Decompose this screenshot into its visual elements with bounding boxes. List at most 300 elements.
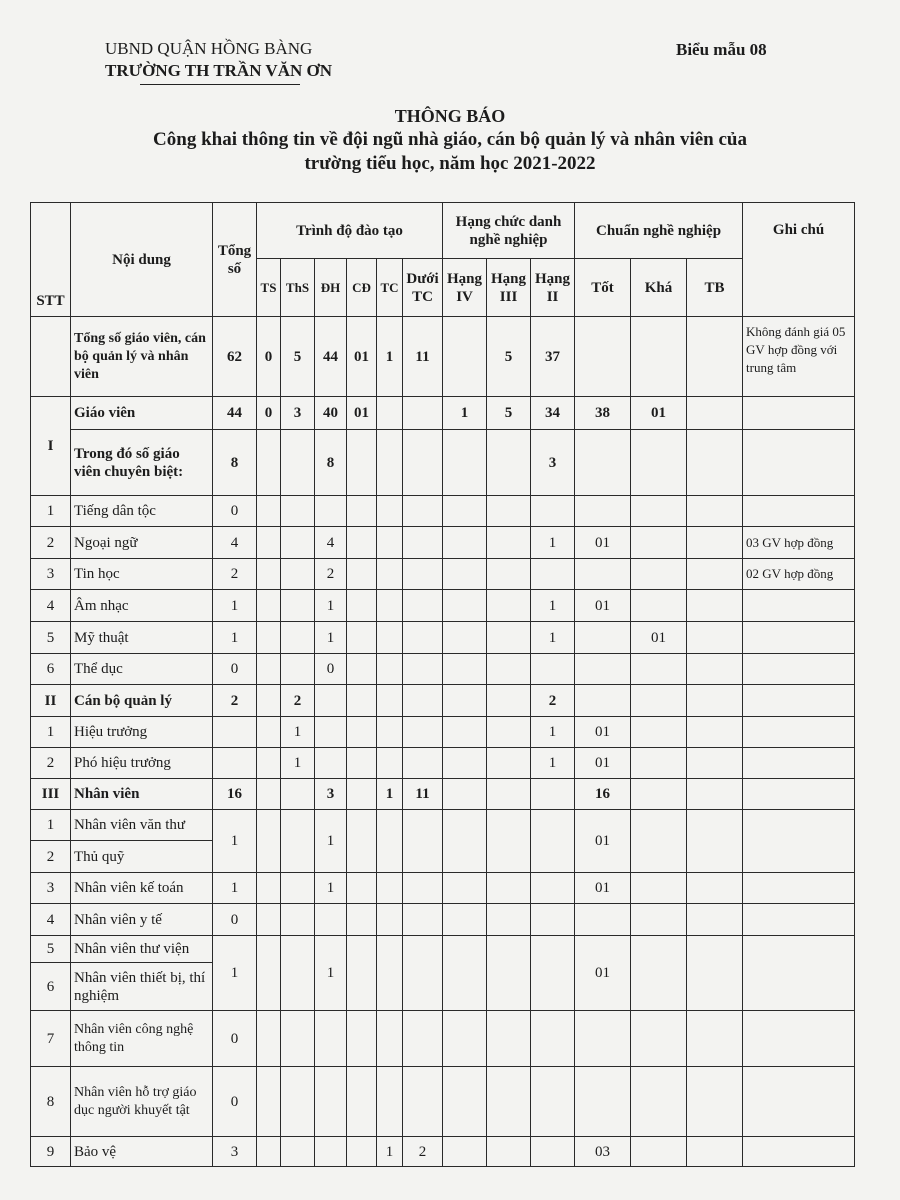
cell-tot — [575, 654, 631, 685]
header-tc: TC — [377, 259, 403, 317]
cell-cd — [347, 1067, 377, 1137]
cell-h3 — [487, 748, 531, 779]
cell-duoi — [403, 397, 443, 430]
header-ts: TS — [257, 259, 281, 317]
cell-tot: 01 — [575, 810, 631, 873]
title-line-1: THÔNG BÁO — [394, 106, 506, 126]
cell-h3 — [487, 496, 531, 527]
cell-note — [743, 590, 855, 622]
cell-cd — [347, 904, 377, 936]
cell-duoi — [403, 748, 443, 779]
cell-dh: 8 — [315, 430, 347, 496]
cell-kha — [631, 936, 687, 1011]
cell-h3 — [487, 590, 531, 622]
table-row — [31, 810, 855, 841]
cell-ts — [257, 654, 281, 685]
cell-h3 — [487, 430, 531, 496]
cell-h2: 1 — [531, 748, 575, 779]
cell-cd — [347, 527, 377, 559]
cell-tot — [575, 904, 631, 936]
cell-duoi — [403, 496, 443, 527]
cell-h2: 1 — [531, 622, 575, 654]
cell-stt: 5 — [31, 936, 71, 963]
cell-tong: 2 — [213, 685, 257, 717]
cell-tb — [687, 810, 743, 873]
document-title — [0, 104, 900, 176]
cell-name: Phó hiệu trưởng — [71, 748, 213, 779]
cell-h2 — [531, 559, 575, 590]
cell-h4 — [443, 936, 487, 1011]
cell-h4 — [443, 904, 487, 936]
cell-h2 — [531, 1011, 575, 1067]
cell-duoi — [403, 622, 443, 654]
header-chuan: Chuẩn nghề nghiệp — [575, 203, 743, 259]
cell-tc — [377, 904, 403, 936]
cell-name: Âm nhạc — [71, 590, 213, 622]
cell-h3 — [487, 1011, 531, 1067]
cell-tb — [687, 748, 743, 779]
cell-kha — [631, 496, 687, 527]
cell-ts — [257, 1137, 281, 1167]
cell-name: Nhân viên y tế — [71, 904, 213, 936]
cell-name: Nhân viên thiết bị, thí nghiệm — [71, 963, 213, 1011]
cell-cd — [347, 496, 377, 527]
cell-tong: 1 — [213, 936, 257, 1011]
cell-note: Không đánh giá 05 GV hợp đồng với trung tâm — [743, 317, 855, 397]
cell-h3 — [487, 779, 531, 810]
cell-cd — [347, 622, 377, 654]
cell-tc: 1 — [377, 317, 403, 397]
cell-stt: 2 — [31, 527, 71, 559]
cell-kha — [631, 810, 687, 873]
header-tot: Tốt — [575, 259, 631, 317]
cell-kha — [631, 748, 687, 779]
cell-dh — [315, 717, 347, 748]
cell-stt: 4 — [31, 904, 71, 936]
table-row — [31, 904, 855, 936]
cell-ths — [281, 936, 315, 1011]
cell-note — [743, 936, 855, 1011]
title-line-3: trường tiểu học, năm học 2021-2022 — [304, 153, 596, 174]
cell-tc — [377, 496, 403, 527]
cell-stt: 2 — [31, 748, 71, 779]
cell-tc — [377, 1011, 403, 1067]
cell-note — [743, 397, 855, 430]
cell-cd — [347, 717, 377, 748]
header-left — [105, 38, 332, 82]
header-ths: ThS — [281, 259, 315, 317]
cell-ts — [257, 685, 281, 717]
cell-kha — [631, 1137, 687, 1167]
cell-tong: 2 — [213, 559, 257, 590]
cell-tc — [377, 654, 403, 685]
cell-tot — [575, 430, 631, 496]
cell-tb — [687, 622, 743, 654]
cell-h3 — [487, 1137, 531, 1167]
cell-tong: 1 — [213, 590, 257, 622]
cell-tong: 1 — [213, 622, 257, 654]
cell-ths — [281, 496, 315, 527]
cell-name: Bảo vệ — [71, 1137, 213, 1167]
cell-h2 — [531, 1067, 575, 1137]
table-row — [31, 873, 855, 904]
cell-tc: 1 — [377, 1137, 403, 1167]
cell-dh — [315, 904, 347, 936]
cell-ts — [257, 748, 281, 779]
cell-ts — [257, 779, 281, 810]
cell-dh: 1 — [315, 873, 347, 904]
cell-dh — [315, 685, 347, 717]
cell-name: Thể dục — [71, 654, 213, 685]
cell-h2: 3 — [531, 430, 575, 496]
cell-tb — [687, 904, 743, 936]
title-line-2: Công khai thông tin về đội ngũ nhà giáo, cán bộ quản lý và nhân viên của — [153, 129, 747, 150]
cell-h4 — [443, 559, 487, 590]
cell-cd: 01 — [347, 397, 377, 430]
cell-tc — [377, 430, 403, 496]
cell-stt: 9 — [31, 1137, 71, 1167]
cell-h3 — [487, 559, 531, 590]
table-row — [31, 654, 855, 685]
cell-dh: 1 — [315, 810, 347, 873]
cell-duoi — [403, 590, 443, 622]
cell-cd — [347, 654, 377, 685]
cell-dh: 1 — [315, 936, 347, 1011]
cell-ths — [281, 590, 315, 622]
cell-ths: 1 — [281, 748, 315, 779]
cell-kha — [631, 654, 687, 685]
cell-tong: 1 — [213, 810, 257, 873]
cell-h2 — [531, 810, 575, 873]
header-tong-so: Tổng số — [213, 203, 257, 317]
cell-tot — [575, 1011, 631, 1067]
cell-ts — [257, 496, 281, 527]
cell-ts: 0 — [257, 397, 281, 430]
cell-ts: 0 — [257, 317, 281, 397]
table-row — [31, 590, 855, 622]
cell-h4 — [443, 1137, 487, 1167]
cell-h3 — [487, 527, 531, 559]
cell-h2 — [531, 654, 575, 685]
cell-tb — [687, 779, 743, 810]
cell-duoi — [403, 559, 443, 590]
cell-cd — [347, 936, 377, 1011]
cell-ths — [281, 779, 315, 810]
cell-kha — [631, 317, 687, 397]
cell-tb — [687, 430, 743, 496]
cell-ths — [281, 527, 315, 559]
cell-tong — [213, 748, 257, 779]
school-name: TRƯỜNG TH TRẦN VĂN ƠN — [105, 61, 333, 80]
cell-dh: 1 — [315, 622, 347, 654]
cell-cd — [347, 430, 377, 496]
cell-stt: 7 — [31, 1011, 71, 1067]
cell-stt: II — [31, 685, 71, 717]
cell-duoi — [403, 685, 443, 717]
cell-h4 — [443, 590, 487, 622]
cell-ths — [281, 654, 315, 685]
cell-name: Thủ quỹ — [71, 841, 213, 873]
cell-name: Ngoại ngữ — [71, 527, 213, 559]
cell-tot — [575, 496, 631, 527]
cell-name: Nhân viên công nghệ thông tin — [71, 1011, 213, 1067]
cell-tc — [377, 873, 403, 904]
cell-stt: 6 — [31, 654, 71, 685]
cell-name: Tin học — [71, 559, 213, 590]
cell-ts — [257, 1011, 281, 1067]
cell-ts — [257, 430, 281, 496]
cell-tot: 03 — [575, 1137, 631, 1167]
cell-name: Hiệu trưởng — [71, 717, 213, 748]
header-tb: TB — [687, 259, 743, 317]
cell-cd — [347, 810, 377, 873]
cell-cd — [347, 779, 377, 810]
table-row — [31, 717, 855, 748]
cell-ths — [281, 559, 315, 590]
cell-h4 — [443, 810, 487, 873]
header-row-1 — [31, 203, 855, 259]
cell-tong: 1 — [213, 873, 257, 904]
cell-stt: 2 — [31, 841, 71, 873]
cell-dh: 3 — [315, 779, 347, 810]
cell-duoi — [403, 1011, 443, 1067]
header-trinh-do: Trình độ đào tạo — [257, 203, 443, 259]
cell-tot — [575, 559, 631, 590]
cell-tc — [377, 622, 403, 654]
cell-tb — [687, 717, 743, 748]
cell-duoi — [403, 430, 443, 496]
cell-note — [743, 622, 855, 654]
cell-note: 03 GV hợp đồng — [743, 527, 855, 559]
cell-ts — [257, 1067, 281, 1137]
cell-stt: 5 — [31, 622, 71, 654]
header-hang: Hạng chức danh nghề nghiệp — [443, 203, 575, 259]
cell-ts — [257, 559, 281, 590]
cell-h2 — [531, 496, 575, 527]
table-row — [31, 397, 855, 430]
cell-tot: 01 — [575, 527, 631, 559]
cell-name: Nhân viên — [71, 779, 213, 810]
header-underline — [140, 84, 300, 85]
cell-stt: 4 — [31, 590, 71, 622]
cell-h3 — [487, 810, 531, 873]
table-row — [31, 1137, 855, 1167]
cell-ths: 3 — [281, 397, 315, 430]
cell-tb — [687, 685, 743, 717]
cell-ths — [281, 810, 315, 873]
cell-tb — [687, 559, 743, 590]
cell-duoi: 2 — [403, 1137, 443, 1167]
cell-note — [743, 496, 855, 527]
cell-tot: 01 — [575, 717, 631, 748]
header-dh: ĐH — [315, 259, 347, 317]
header-hang-ii: Hạng II — [531, 259, 575, 317]
cell-note — [743, 779, 855, 810]
cell-note — [743, 717, 855, 748]
cell-kha — [631, 430, 687, 496]
cell-h4 — [443, 1011, 487, 1067]
table-row — [31, 1011, 855, 1067]
cell-cd — [347, 748, 377, 779]
cell-h2: 1 — [531, 527, 575, 559]
cell-note — [743, 748, 855, 779]
cell-h3 — [487, 685, 531, 717]
cell-ths — [281, 1011, 315, 1067]
cell-duoi — [403, 936, 443, 1011]
cell-name: Nhân viên văn thư — [71, 810, 213, 841]
cell-tb — [687, 873, 743, 904]
cell-tb — [687, 654, 743, 685]
cell-cd — [347, 590, 377, 622]
cell-stt: 6 — [31, 963, 71, 1011]
cell-h4 — [443, 717, 487, 748]
header-stt: STT — [31, 203, 71, 317]
cell-h4 — [443, 779, 487, 810]
cell-ths — [281, 904, 315, 936]
cell-duoi — [403, 717, 443, 748]
form-number: Biểu mẫu 08 — [676, 40, 767, 59]
cell-tong: 0 — [213, 654, 257, 685]
cell-ts — [257, 527, 281, 559]
cell-tb — [687, 1011, 743, 1067]
table-row — [31, 936, 855, 963]
cell-tc — [377, 527, 403, 559]
cell-ts — [257, 873, 281, 904]
cell-h2 — [531, 873, 575, 904]
cell-kha — [631, 1011, 687, 1067]
cell-name: Giáo viên — [71, 397, 213, 430]
cell-tc — [377, 717, 403, 748]
cell-h4: 1 — [443, 397, 487, 430]
cell-h2: 1 — [531, 717, 575, 748]
cell-h4 — [443, 317, 487, 397]
table-row — [31, 779, 855, 810]
cell-tc — [377, 810, 403, 873]
cell-duoi — [403, 873, 443, 904]
cell-h4 — [443, 430, 487, 496]
cell-tc — [377, 1067, 403, 1137]
cell-h3 — [487, 936, 531, 1011]
header-kha: Khá — [631, 259, 687, 317]
cell-tb — [687, 527, 743, 559]
cell-tb — [687, 936, 743, 1011]
cell-stt: 1 — [31, 717, 71, 748]
cell-tong: 0 — [213, 1011, 257, 1067]
cell-cd: 01 — [347, 317, 377, 397]
cell-cd — [347, 559, 377, 590]
cell-tb — [687, 397, 743, 430]
cell-stt: III — [31, 779, 71, 810]
table-row — [31, 622, 855, 654]
cell-stt: 3 — [31, 559, 71, 590]
cell-note — [743, 810, 855, 873]
cell-h2 — [531, 779, 575, 810]
cell-h4 — [443, 1067, 487, 1137]
cell-kha — [631, 717, 687, 748]
cell-dh — [315, 496, 347, 527]
cell-dh: 40 — [315, 397, 347, 430]
cell-duoi — [403, 810, 443, 873]
cell-duoi — [403, 1067, 443, 1137]
cell-ts — [257, 904, 281, 936]
cell-h3 — [487, 654, 531, 685]
table-row — [31, 748, 855, 779]
cell-tot: 01 — [575, 873, 631, 904]
cell-h4 — [443, 496, 487, 527]
header-duoi-tc: Dưới TC — [403, 259, 443, 317]
cell-ts — [257, 590, 281, 622]
cell-kha — [631, 559, 687, 590]
cell-tong: 16 — [213, 779, 257, 810]
cell-h2: 37 — [531, 317, 575, 397]
cell-h2 — [531, 1137, 575, 1167]
org-name: UBND QUẬN HỒNG BÀNG — [105, 39, 313, 58]
cell-kha — [631, 904, 687, 936]
cell-stt: 3 — [31, 873, 71, 904]
cell-ts — [257, 810, 281, 873]
cell-tong: 0 — [213, 904, 257, 936]
cell-name: Nhân viên kế toán — [71, 873, 213, 904]
cell-note — [743, 1011, 855, 1067]
cell-ths — [281, 622, 315, 654]
cell-note — [743, 1067, 855, 1137]
cell-note: 02 GV hợp đồng — [743, 559, 855, 590]
cell-name: Trong đó số giáo viên chuyên biệt: — [71, 430, 213, 496]
cell-tc — [377, 590, 403, 622]
cell-duoi — [403, 527, 443, 559]
cell-h3 — [487, 904, 531, 936]
cell-ths — [281, 430, 315, 496]
cell-tb — [687, 496, 743, 527]
cell-h4 — [443, 622, 487, 654]
cell-tc — [377, 748, 403, 779]
cell-tb — [687, 1137, 743, 1167]
cell-ts — [257, 936, 281, 1011]
cell-h3 — [487, 1067, 531, 1137]
table-row — [31, 559, 855, 590]
cell-stt: I — [31, 397, 71, 496]
cell-dh: 0 — [315, 654, 347, 685]
table-row — [31, 527, 855, 559]
cell-h2 — [531, 936, 575, 1011]
staff-table — [30, 202, 855, 1167]
header-hang-iv: Hạng IV — [443, 259, 487, 317]
cell-h2: 2 — [531, 685, 575, 717]
cell-kha: 01 — [631, 622, 687, 654]
cell-stt: 1 — [31, 496, 71, 527]
cell-name: Cán bộ quản lý — [71, 685, 213, 717]
table-row — [31, 685, 855, 717]
cell-duoi: 11 — [403, 779, 443, 810]
cell-name: Tổng số giáo viên, cán bộ quản lý và nhân viên — [71, 317, 213, 397]
header-noi-dung: Nội dung — [71, 203, 213, 317]
cell-dh — [315, 748, 347, 779]
cell-h3: 5 — [487, 317, 531, 397]
cell-tc — [377, 559, 403, 590]
cell-tb — [687, 590, 743, 622]
cell-kha — [631, 685, 687, 717]
cell-note — [743, 1137, 855, 1167]
cell-cd — [347, 1137, 377, 1167]
cell-ths — [281, 1067, 315, 1137]
cell-duoi: 11 — [403, 317, 443, 397]
cell-stt — [31, 317, 71, 397]
cell-name: Nhân viên thư viện — [71, 936, 213, 963]
cell-tc — [377, 685, 403, 717]
cell-tong: 0 — [213, 1067, 257, 1137]
header-cd: CĐ — [347, 259, 377, 317]
cell-kha — [631, 527, 687, 559]
